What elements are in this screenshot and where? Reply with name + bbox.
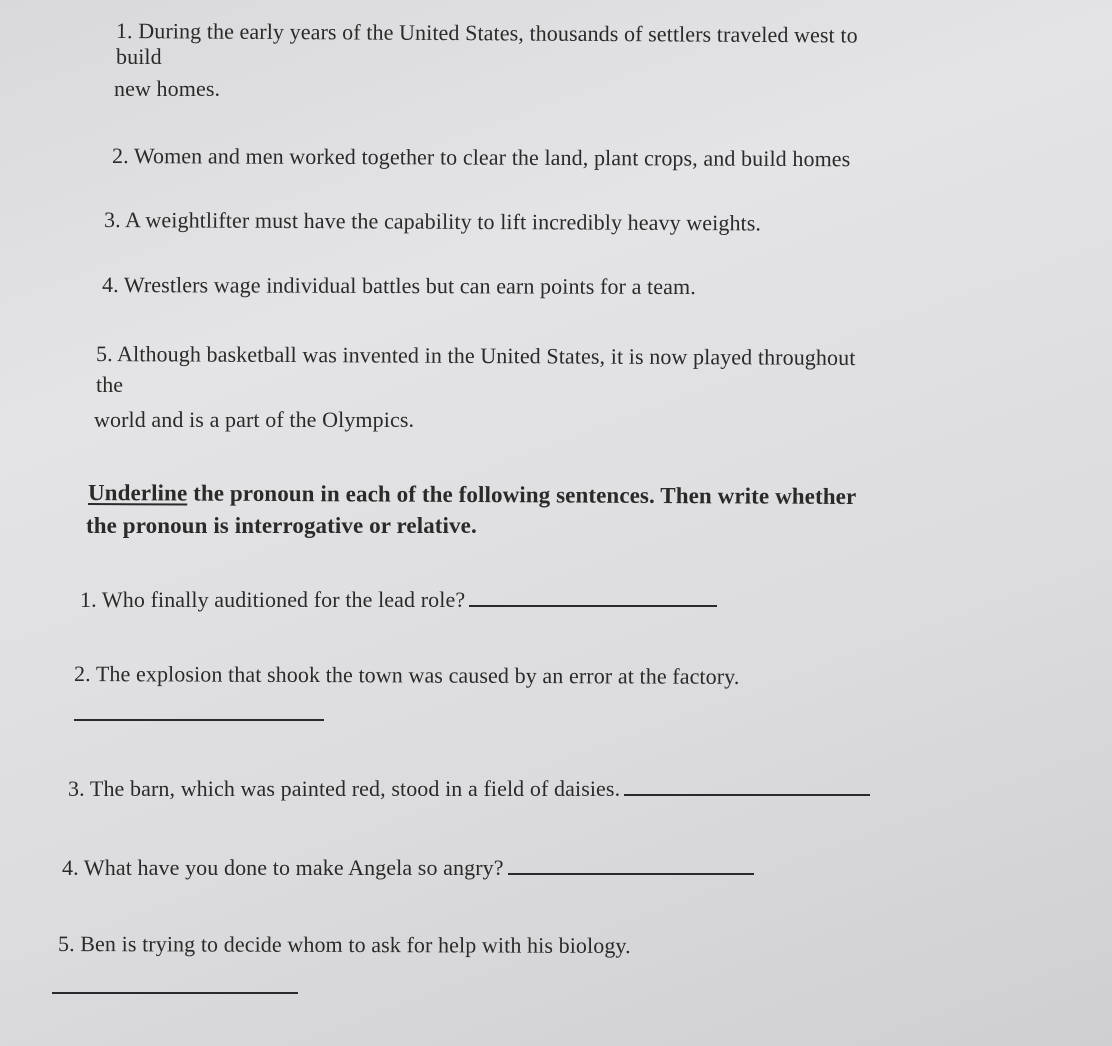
instructions-line1 [88, 480, 856, 510]
part2-item-3-text: 3. The barn, which was painted red, stood in a field of daisies. [68, 776, 621, 801]
part1-item-5-line3: world and is a part of the Olympics. [94, 407, 415, 432]
part2-item-1-text: 1. Who finally auditioned for the lead role? [80, 587, 466, 612]
underline-word: Underline [87, 480, 188, 506]
answer-blank-5[interactable] [52, 992, 298, 994]
part1-item-3: 3. A weightlifter must have the capability to lift incredibly heavy weights. [103, 207, 762, 236]
answer-blank-1[interactable] [469, 605, 717, 607]
part2-item-4-text: 4. What have you done to make Angela so angry? [62, 855, 504, 880]
part1-item-1-line3: new homes. [114, 76, 221, 101]
part1-item-4: 4. Wrestlers wage individual battles but can earn points for a team. [101, 272, 696, 300]
instructions-line2: the pronoun is interrogative or relative. [86, 513, 477, 538]
part1-item-1-line1: 1. During the early years of the United States, thousands of settlers traveled west to [115, 18, 858, 48]
part2-item-1 [80, 587, 717, 613]
part2-item-3 [68, 776, 870, 802]
part2-item-4 [62, 855, 754, 881]
answer-blank-3[interactable] [624, 794, 870, 796]
answer-blank-2[interactable] [74, 719, 324, 721]
part1-item-2: 2. Women and men worked together to clear the land, plant crops, and build homes [111, 143, 851, 172]
part1-item-1-line2: build [116, 44, 162, 69]
part1-item-5-line1: 5. Although basketball was invented in the United States, it is now played throughout [95, 341, 856, 370]
answer-blank-4[interactable] [508, 873, 754, 875]
part2-item-2-text: 2. The explosion that shook the town was caused by an error at the factory. [73, 661, 740, 689]
part1-item-5-line2: the [96, 372, 124, 397]
part2-item-5-text: 5. Ben is trying to decide whom to ask for help with his biology. [57, 931, 631, 958]
instructions-rest: the pronoun in each of the following sentences. Then write whether [187, 480, 857, 510]
